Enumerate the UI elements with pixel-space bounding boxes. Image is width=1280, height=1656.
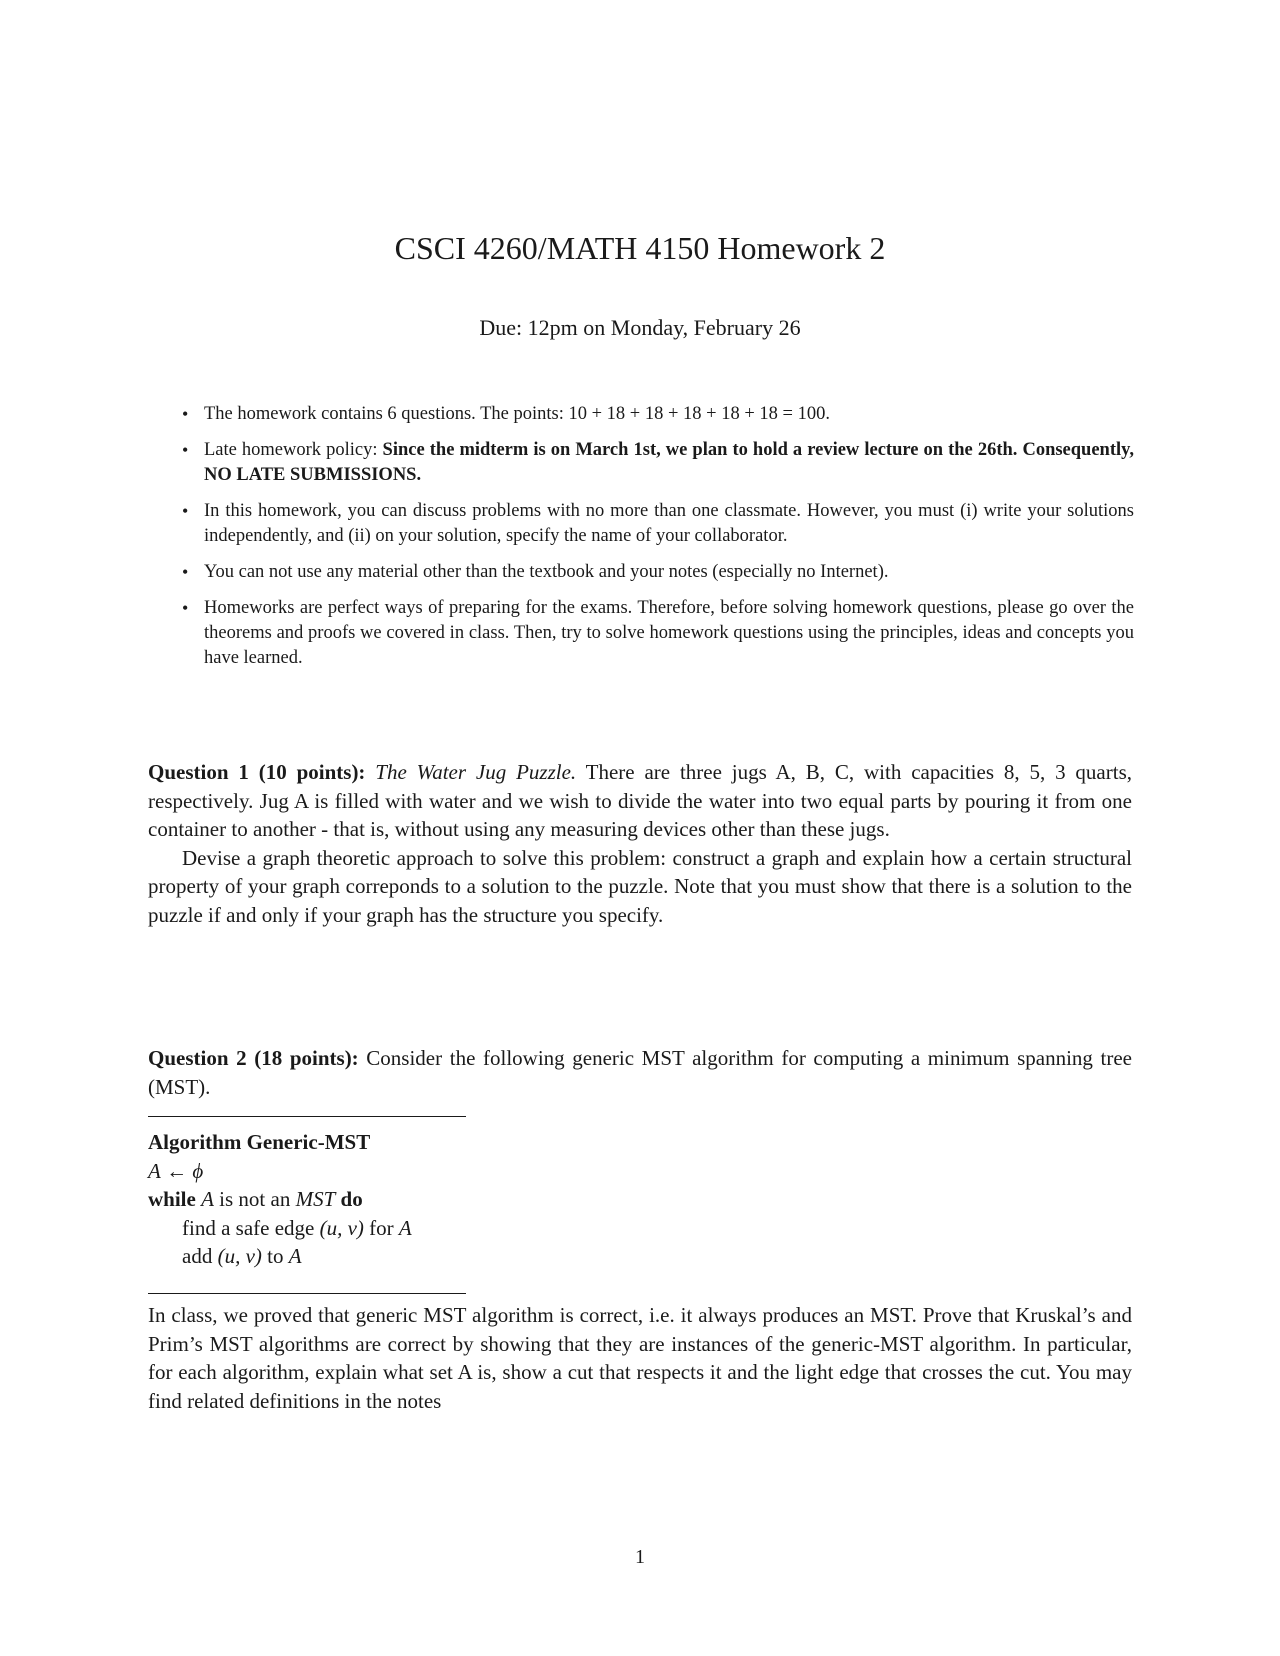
bullet-icon: •	[182, 440, 189, 460]
document-title: CSCI 4260/MATH 4150 Homework 2	[394, 230, 886, 266]
instruction-item-collaboration	[182, 499, 1134, 549]
bullet-icon: •	[182, 404, 189, 424]
instructions-list	[182, 402, 1134, 682]
question-2-body: In class, we proved that generic MST algorithm is correct, i.e. it always produces an MST. Prove that Kruskal’s and Prim’s MST algorithms are correct by showing that they are instances of the generic-MST algorithm. In particular, for each algorithm, explain what set A is, show a cut that respects it and the light edge that crosses the cut. You may find related definitions in the notes	[148, 1303, 1132, 1413]
algorithm-box	[148, 1128, 412, 1271]
instruction-item-late-policy	[182, 438, 1134, 488]
question-1-heading: Question 1 (10 points):	[148, 760, 366, 784]
question-2-intro-text: Consider the following generic MST algorithm for computing a minimum spanning tree (MST).	[148, 1046, 1132, 1099]
algorithm-top-rule	[148, 1116, 466, 1117]
instruction-item-exam-prep	[182, 596, 1134, 671]
instruction-text: The homework contains 6 questions. The points: 10 + 18 + 18 + 18 + 18 + 18 = 100.	[204, 404, 830, 424]
instruction-text: Homeworks are perfect ways of preparing for the exams. Therefore, before solving homework questions, please go over the theorems and proofs we covered in class. Then, try to solve homework questions using the principles, ideas and concepts you have learned.	[204, 598, 1134, 668]
due-date: Due: 12pm on Monday, February 26	[479, 315, 801, 340]
algorithm-line-find-edge: find a safe edge (u, v) for A	[182, 1215, 412, 1240]
algorithm-name: Algorithm Generic-MST	[148, 1130, 371, 1154]
instruction-item-points	[182, 402, 1134, 427]
question-1-subtitle: The Water Jug Puzzle.	[375, 760, 577, 784]
algorithm-line-init: A ← ϕ	[148, 1158, 204, 1183]
page-number: 1	[635, 1546, 645, 1568]
algorithm-line-add-edge: add (u, v) to A	[182, 1244, 302, 1268]
bullet-icon: •	[182, 501, 189, 521]
question-1	[148, 758, 1132, 929]
question-2	[148, 1044, 1132, 1101]
instruction-text: You can not use any material other than the textbook and your notes (especially no Internet).	[204, 562, 889, 582]
question-2-heading: Question 2 (18 points):	[148, 1046, 359, 1070]
algorithm-bottom-rule	[148, 1293, 466, 1294]
bullet-icon: •	[182, 562, 189, 582]
instruction-text: In this homework, you can discuss problems with no more than one classmate. However, you must (i) write your solutions independently, and (ii) on your solution, specify the name of your collaborator.	[204, 501, 1134, 546]
instruction-bold-text: Since the midterm is on March 1st, we plan to hold a review lecture on the 26th. Consequently, NO LATE SUBMISSIONS.	[204, 440, 1134, 485]
question-1-para-2: Devise a graph theoretic approach to solve this problem: construct a graph and explain how a certain structural property of your graph correponds to a solution to the puzzle. Note that you must show that there is a solution to the puzzle if and only if your graph has the structure you specify.	[148, 845, 1132, 927]
instruction-item-materials	[182, 560, 1134, 585]
question-1-para-1	[148, 758, 1132, 844]
bullet-icon: •	[182, 598, 189, 618]
instruction-lead: Late homework policy:	[204, 440, 383, 460]
question-1-body: There are three jugs A, B, C, with capacities 8, 5, 3 quarts, respectively. Jug A is filled with water and we wish to divide the water into two equal parts by pouring it from one container to another - that is, without using any measuring devices other than these jugs.	[148, 760, 1132, 841]
algorithm-line-while: while A is not an MST do	[148, 1187, 363, 1211]
question-2-intro	[148, 1044, 1132, 1101]
